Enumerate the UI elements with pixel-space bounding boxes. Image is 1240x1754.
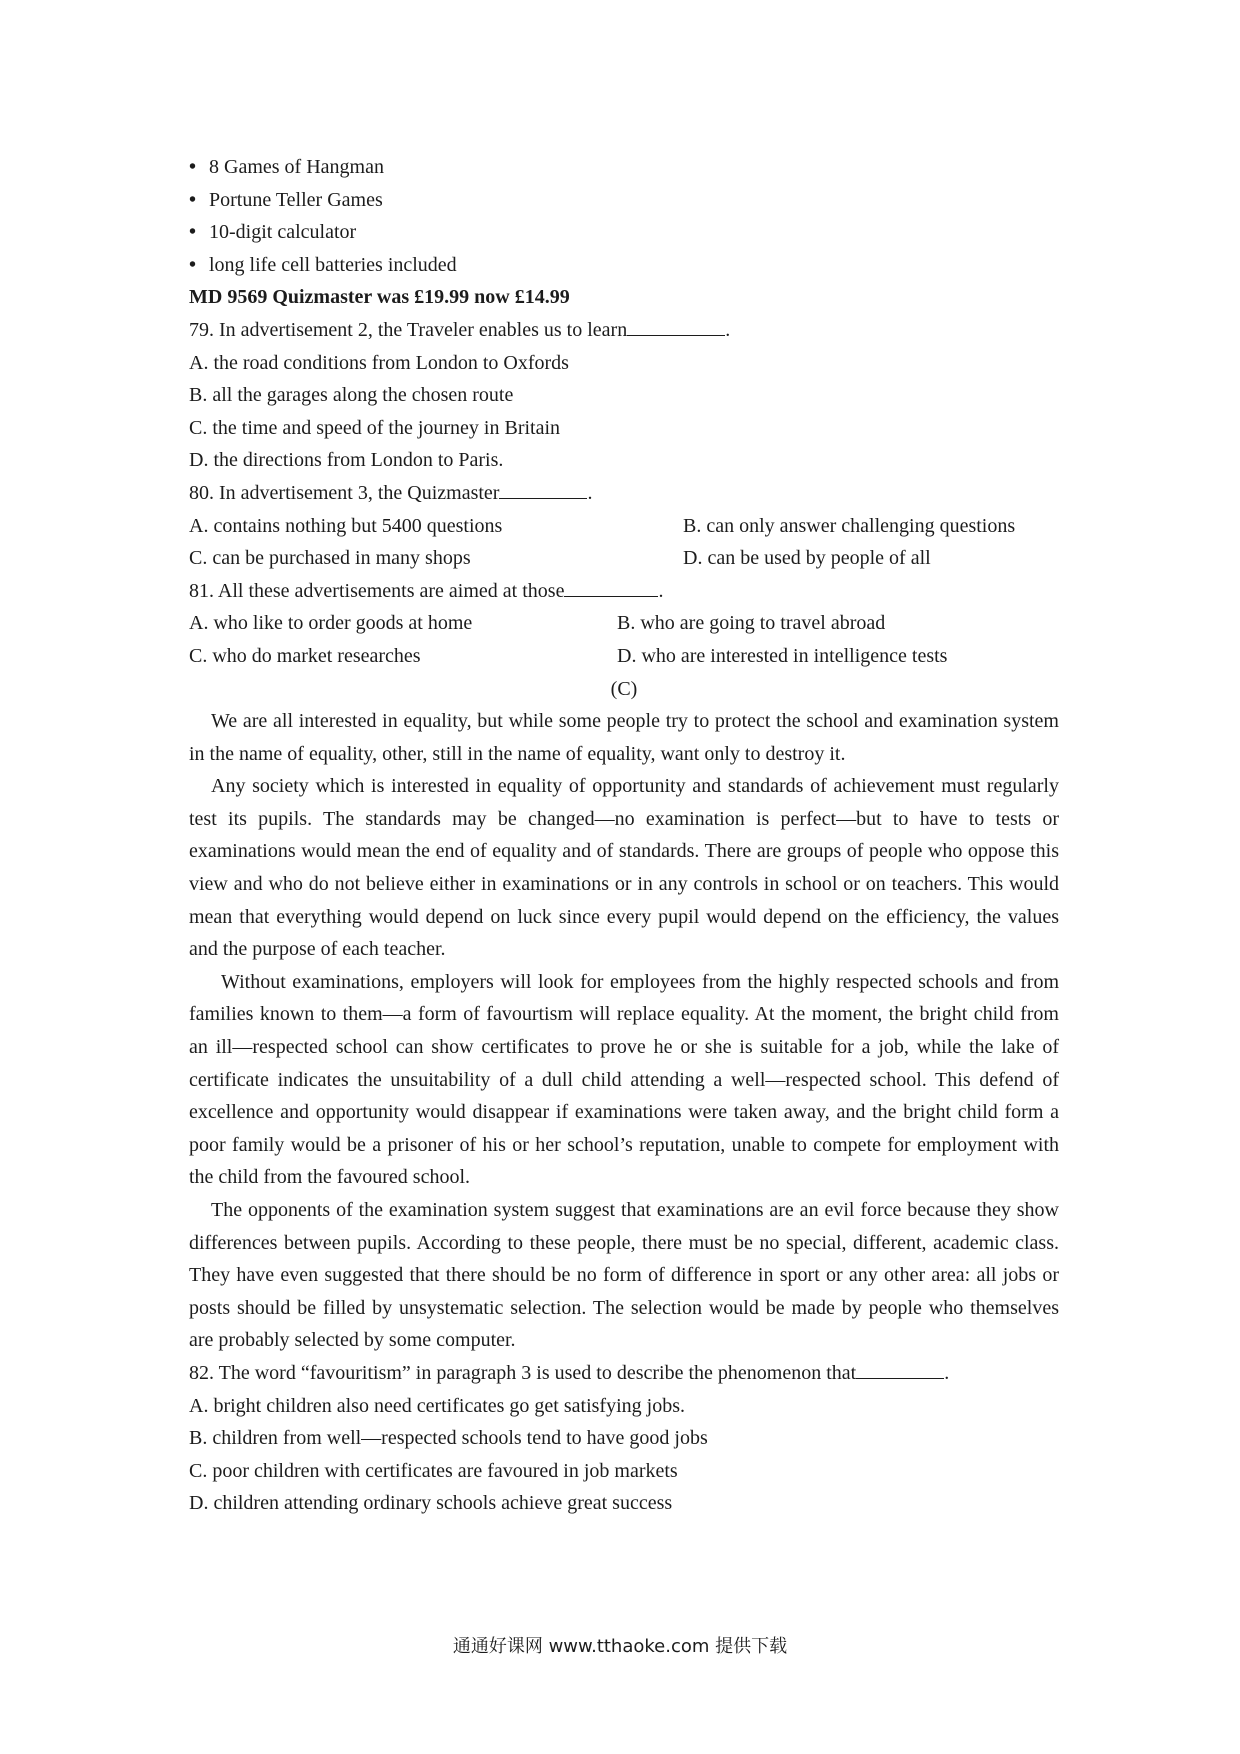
bullet-text: Portune Teller Games xyxy=(209,188,383,211)
answer-blank xyxy=(499,480,587,499)
option-82-c: C. poor children with certificates are favoured in job markets xyxy=(189,1459,678,1482)
bullet-text: long life cell batteries included xyxy=(209,253,457,276)
answer-blank xyxy=(627,317,725,336)
question-80-end: . xyxy=(587,481,593,504)
question-79 xyxy=(189,314,1059,347)
question-82-stem: 82. The word “favouritism” in paragraph 3 is used to describe the phenomenon that xyxy=(189,1361,857,1384)
question-81-stem: 81. All these advertisements are aimed at those xyxy=(189,579,565,602)
option-81-b: B. who are going to travel abroad xyxy=(617,612,886,635)
option-81-d: D. who are interested in intelligence tests xyxy=(617,644,948,667)
page-footer: 通通好课网 www.tthaoke.com 提供下载 xyxy=(452,1636,788,1657)
option-79-c: C. the time and speed of the journey in Britain xyxy=(189,416,561,439)
question-81 xyxy=(189,575,1059,608)
option-82-a: A. bright children also need certificates go get satisfying jobs. xyxy=(189,1394,685,1417)
question-82 xyxy=(189,1357,1059,1390)
passage-paragraph: We are all interested in equality, but while some people try to protect the school and examination system in the name of equality, other, still in the name of equality, want only to destroy it. xyxy=(189,710,1059,765)
option-80-b: B. can only answer challenging questions xyxy=(683,514,1016,537)
option-79-b: B. all the garages along the chosen route xyxy=(189,384,514,407)
bullet-item xyxy=(189,249,1059,282)
option-80-a: A. contains nothing but 5400 questions xyxy=(189,514,503,537)
question-80-stem: 80. In advertisement 3, the Quizmaster xyxy=(189,481,500,504)
bullet-text: 8 Games of Hangman xyxy=(209,156,384,178)
question-81-end: . xyxy=(658,579,664,602)
option-81-a: A. who like to order goods at home xyxy=(189,612,473,635)
question-79-stem: 79. In advertisement 2, the Traveler enables us to learn xyxy=(189,318,628,341)
question-80 xyxy=(189,477,1059,510)
answer-blank xyxy=(564,578,658,597)
bullet-symbol: • xyxy=(189,253,197,276)
bullet-symbol: • xyxy=(189,221,197,244)
option-79-d: D. the directions from London to Paris. xyxy=(189,449,504,472)
answer-blank xyxy=(856,1360,944,1379)
option-79-a: A. the road conditions from London to Oxfords xyxy=(189,351,569,374)
option-row xyxy=(189,640,1059,673)
section-heading: (C) xyxy=(610,677,638,700)
passage-paragraph: Any society which is interested in equality of opportunity and standards of achievement must regularly test its pupils. The standards may be changed—no examination is perfect—but to have to tests or examinations would mean the end of equality and of standards. There are groups of people who oppose this view and who do not believe either in examinations or in any controls in school or on teachers. This would mean that everything would depend on luck since every pupil would depend on the efficiency, the values and the purpose of each teacher. xyxy=(189,775,1059,961)
option-row xyxy=(189,607,1059,640)
bullet-symbol: • xyxy=(189,188,197,211)
price-line: MD 9569 Quizmaster was £19.99 now £14.99 xyxy=(189,286,570,309)
page-content xyxy=(189,151,1059,1520)
option-82-b: B. children from well—respected schools tend to have good jobs xyxy=(189,1427,708,1450)
option-row xyxy=(189,510,1059,543)
passage-paragraph: Without examinations, employers will look for employees from the highly respected schools and from families known to them—a form of favourtism will replace equality. At the moment, the bright child from an ill—respected school can show certificates to prove he or she is suitable for a job, while the lake of certificate indicates the unsuitability of a dull child attending a well—respected school. This defend of excellence and opportunity would disappear if examinations were taken away, and the bright child form a poor family would be a prisoner of his or her school’s reputation, unable to compete for employment with the child from the favoured school. xyxy=(189,970,1059,1189)
option-80-d: D. can be used by people of all xyxy=(683,547,931,570)
option-80-c: C. can be purchased in many shops xyxy=(189,547,471,570)
bullet-item xyxy=(189,216,1059,249)
bullet-symbol: • xyxy=(189,156,197,178)
bullet-text: 10-digit calculator xyxy=(209,221,357,244)
option-82-d: D. children attending ordinary schools achieve great success xyxy=(189,1492,673,1515)
option-row xyxy=(189,542,1059,575)
question-79-end: . xyxy=(725,318,731,341)
bullet-item xyxy=(189,151,1059,184)
option-81-c: C. who do market researches xyxy=(189,644,421,667)
passage-paragraph: The opponents of the examination system suggest that examinations are an evil force because they show differences between pupils. According to these people, there must be no special, different, academic class. They have even suggested that there should be no form of difference in sport or any other area: all jobs or posts should be filled by unsystematic selection. The selection would be made by people who themselves are probably selected by some computer. xyxy=(189,1199,1059,1352)
question-82-end: . xyxy=(944,1361,950,1384)
bullet-item xyxy=(189,184,1059,217)
